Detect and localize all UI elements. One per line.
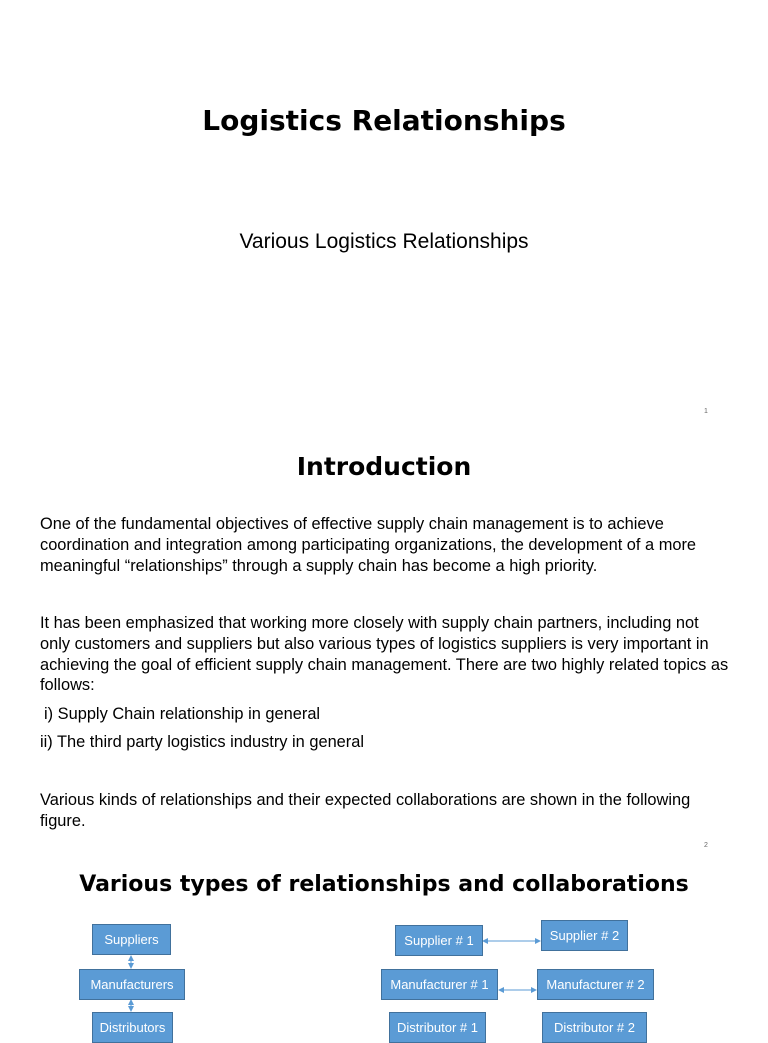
box-manufacturer-1: Manufacturer # 1: [381, 969, 498, 1000]
box-suppliers: Suppliers: [92, 924, 171, 955]
intro-paragraph-2: It has been emphasized that working more closely with supply chain partners, including not only customers and suppliers but also various types of logistics suppliers is very important in achieving the goal of efficient supply chain management. There are two highly related topics as follows:: [40, 614, 729, 695]
intro-paragraph-3: Various kinds of relationships and their expected collaborations are shown in the following figure.: [40, 791, 691, 830]
slide2-title: Introduction: [296, 452, 472, 481]
list-item-2: ii) The third party logistics industry in general: [40, 733, 365, 751]
slide1-subtitle: Various Logistics Relationships: [239, 230, 529, 253]
list-item-1: i) Supply Chain relationship in general: [44, 705, 321, 723]
box-supplier-2: Supplier # 2: [541, 920, 628, 951]
box-distributor-1: Distributor # 1: [389, 1012, 486, 1043]
slide1-page-number: 1: [704, 408, 708, 415]
box-supplier-1: Supplier # 1: [395, 925, 483, 956]
slide3-title: Various types of relationships and collaborations: [79, 872, 689, 897]
intro-paragraph-1: One of the fundamental objectives of effective supply chain management is to achieve coordination and integration among participating organizations, the development of a more meaningful “relationships” through a supply chain has become a high priority.: [40, 515, 697, 575]
slide1-title: Logistics Relationships: [202, 104, 566, 137]
slide2-page-number: 2: [704, 842, 708, 849]
box-distributor-2: Distributor # 2: [542, 1012, 647, 1043]
box-distributors: Distributors: [92, 1012, 173, 1043]
box-manufacturer-2: Manufacturer # 2: [537, 969, 654, 1000]
box-manufacturers: Manufacturers: [79, 969, 185, 1000]
